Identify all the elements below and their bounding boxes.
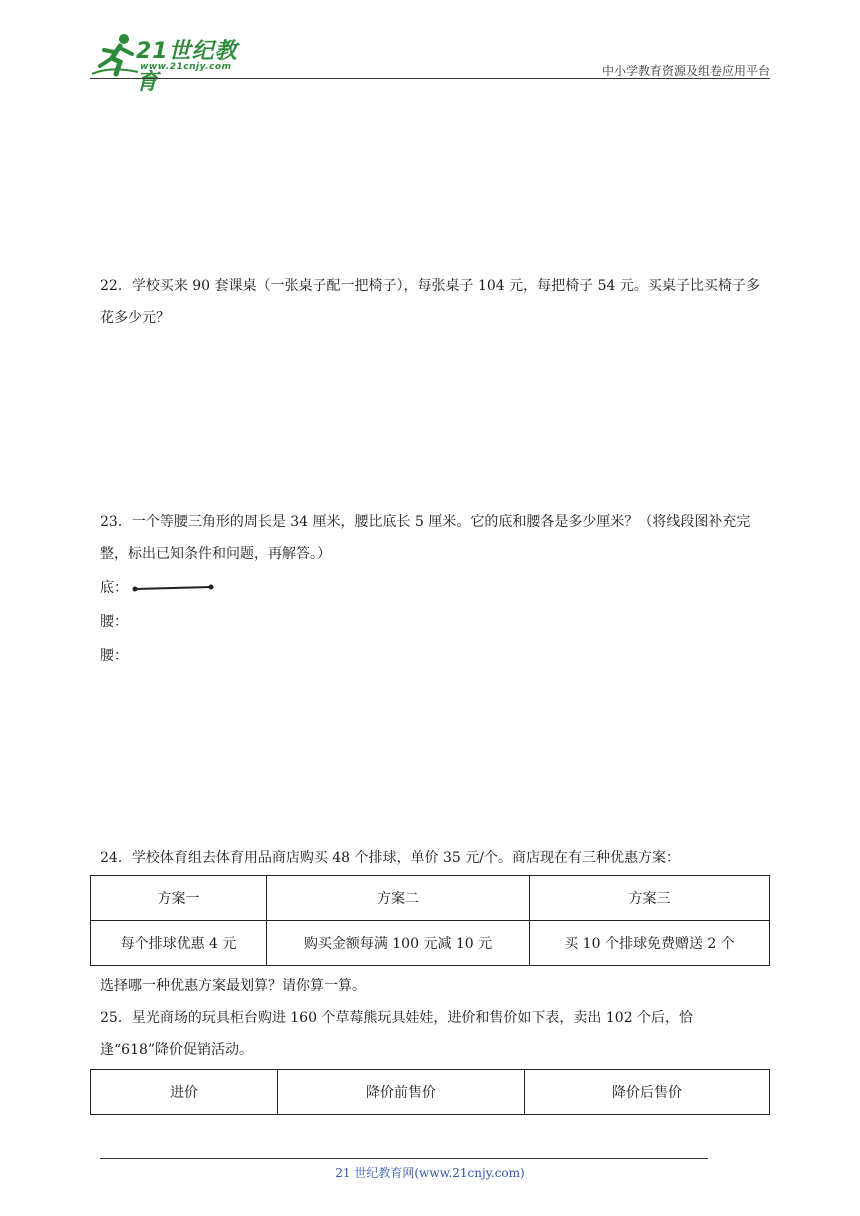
segment-base-row <box>100 578 216 598</box>
table-header-cell: 方案三 <box>530 876 770 921</box>
segment-leg2-row <box>100 646 128 666</box>
table-header-cell: 降价前售价 <box>278 1070 525 1115</box>
discount-plans-table <box>90 875 770 966</box>
site-logo <box>90 30 260 95</box>
base-segment-line <box>132 583 216 593</box>
table-cell: 买 10 个排球免费赠送 2 个 <box>530 921 770 966</box>
table-header-cell: 降价后售价 <box>525 1070 770 1115</box>
runner-logo-icon <box>90 30 140 80</box>
platform-title: 中小学教育资源及组卷应用平台 <box>601 64 770 78</box>
logo-url: www.21cnjy.com <box>140 62 232 72</box>
table-header-row <box>91 876 770 921</box>
table-header-row <box>91 1070 770 1115</box>
footer-divider <box>100 1158 708 1159</box>
footer-text: 21 世纪教育网(www.21cnjy.com) <box>335 1166 525 1180</box>
header-divider <box>90 78 770 79</box>
segment-leg1-row <box>100 612 128 632</box>
table-header-cell: 进价 <box>91 1070 278 1115</box>
logo-text: 21世纪教育 <box>136 39 238 95</box>
question-22: 22．学校买来 90 套课桌（一张桌子配一把椅子），每张桌子 104 元，每把椅子 54 元。买桌子比买椅子多花多少元？ <box>100 278 760 326</box>
table-row <box>91 921 770 966</box>
segment-base-label: 底： <box>100 580 128 596</box>
price-table <box>90 1069 770 1115</box>
question-25: 25．星光商场的玩具柜台购进 160 个草莓熊玩具娃娃，进价和售价如下表，卖出 102 个后，恰逢“618”降价促销活动。 <box>100 1010 694 1058</box>
segment-leg1-label: 腰： <box>100 614 128 630</box>
page-header <box>90 30 770 95</box>
table-cell: 购买金额每满 100 元减 10 元 <box>267 921 530 966</box>
table-header-cell: 方案一 <box>91 876 267 921</box>
segment-leg2-label: 腰： <box>100 648 128 664</box>
table-cell: 每个排球优惠 4 元 <box>91 921 267 966</box>
question-24-prompt: 选择哪一种优惠方案最划算？请你算一算。 <box>100 978 366 994</box>
question-24: 24．学校体育组去体育用品商店购买 48 个排球，单价 35 元/个。商店现在有三种优惠方案： <box>100 850 680 866</box>
table-header-cell: 方案二 <box>267 876 530 921</box>
question-23: 23．一个等腰三角形的周长是 34 厘米，腰比底长 5 厘米。它的底和腰各是多少厘米？（将线段图补充完整，标出已知条件和问题，再解答。） <box>100 514 751 562</box>
